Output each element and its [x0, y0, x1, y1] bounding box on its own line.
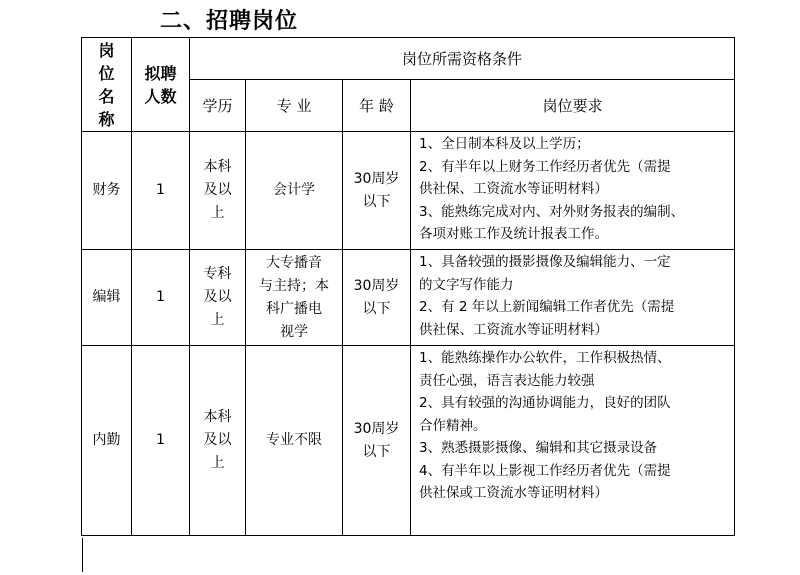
- row-count: 1: [132, 346, 190, 536]
- row-count: 1: [132, 250, 190, 346]
- table-continuation-line: [82, 538, 83, 572]
- row-education: 本科 及以 上: [190, 132, 246, 250]
- row-requirements: 1、全日制本科及以上学历； 2、有半年以上财务工作经历者优先（需提 供社保、工资流水等证明材料） 3、能熟练完成对内、对外财务报表的编制、 各项对账工作及统计报表工作。: [411, 132, 735, 250]
- table-row: [82, 346, 735, 536]
- row-age: 30周岁 以下: [343, 132, 411, 250]
- row-major: 专业不限: [246, 346, 343, 536]
- row-name: 内勤: [82, 346, 132, 536]
- row-name: 编辑: [82, 250, 132, 346]
- job-positions-table: [81, 37, 735, 536]
- row-age: 30周岁 以下: [343, 250, 411, 346]
- row-count: 1: [132, 132, 190, 250]
- table-row: [82, 132, 735, 250]
- header-position-name: 岗 位 名 称: [82, 38, 132, 132]
- table-row: [82, 250, 735, 346]
- row-education: 本科 及以 上: [190, 346, 246, 536]
- row-major: 会计学: [246, 132, 343, 250]
- header-quota: 拟聘 人数: [132, 38, 190, 132]
- row-age: 30周岁 以下: [343, 346, 411, 536]
- row-education: 专科 及以 上: [190, 250, 246, 346]
- row-requirements: 1、能熟练操作办公软件，工作积极热情、 责任心强，语言表达能力较强 2、具有较强的沟通协调能力，良好的团队 合作精神。 3、熟悉摄影摄像、编辑和其它摄录设备 4、有半年以上影视工作经历者优先（需提 供社保或工资流水等证明材料）: [411, 346, 735, 536]
- header-age: 年 龄: [343, 80, 411, 132]
- header-major: 专 业: [246, 80, 343, 132]
- section-heading: 二、招聘岗位: [160, 9, 299, 34]
- row-major: 大专播音 与主持；本 科广播电 视学: [246, 250, 343, 346]
- row-name: 财务: [82, 132, 132, 250]
- header-qualifications: 岗位所需资格条件: [190, 38, 735, 80]
- row-requirements: 1、具备较强的摄影摄像及编辑能力、一定 的文字写作能力 2、有 2 年以上新闻编辑工作者优先（需提 供社保、工资流水等证明材料）: [411, 250, 735, 346]
- header-requirements: 岗位要求: [411, 80, 735, 132]
- header-education: 学历: [190, 80, 246, 132]
